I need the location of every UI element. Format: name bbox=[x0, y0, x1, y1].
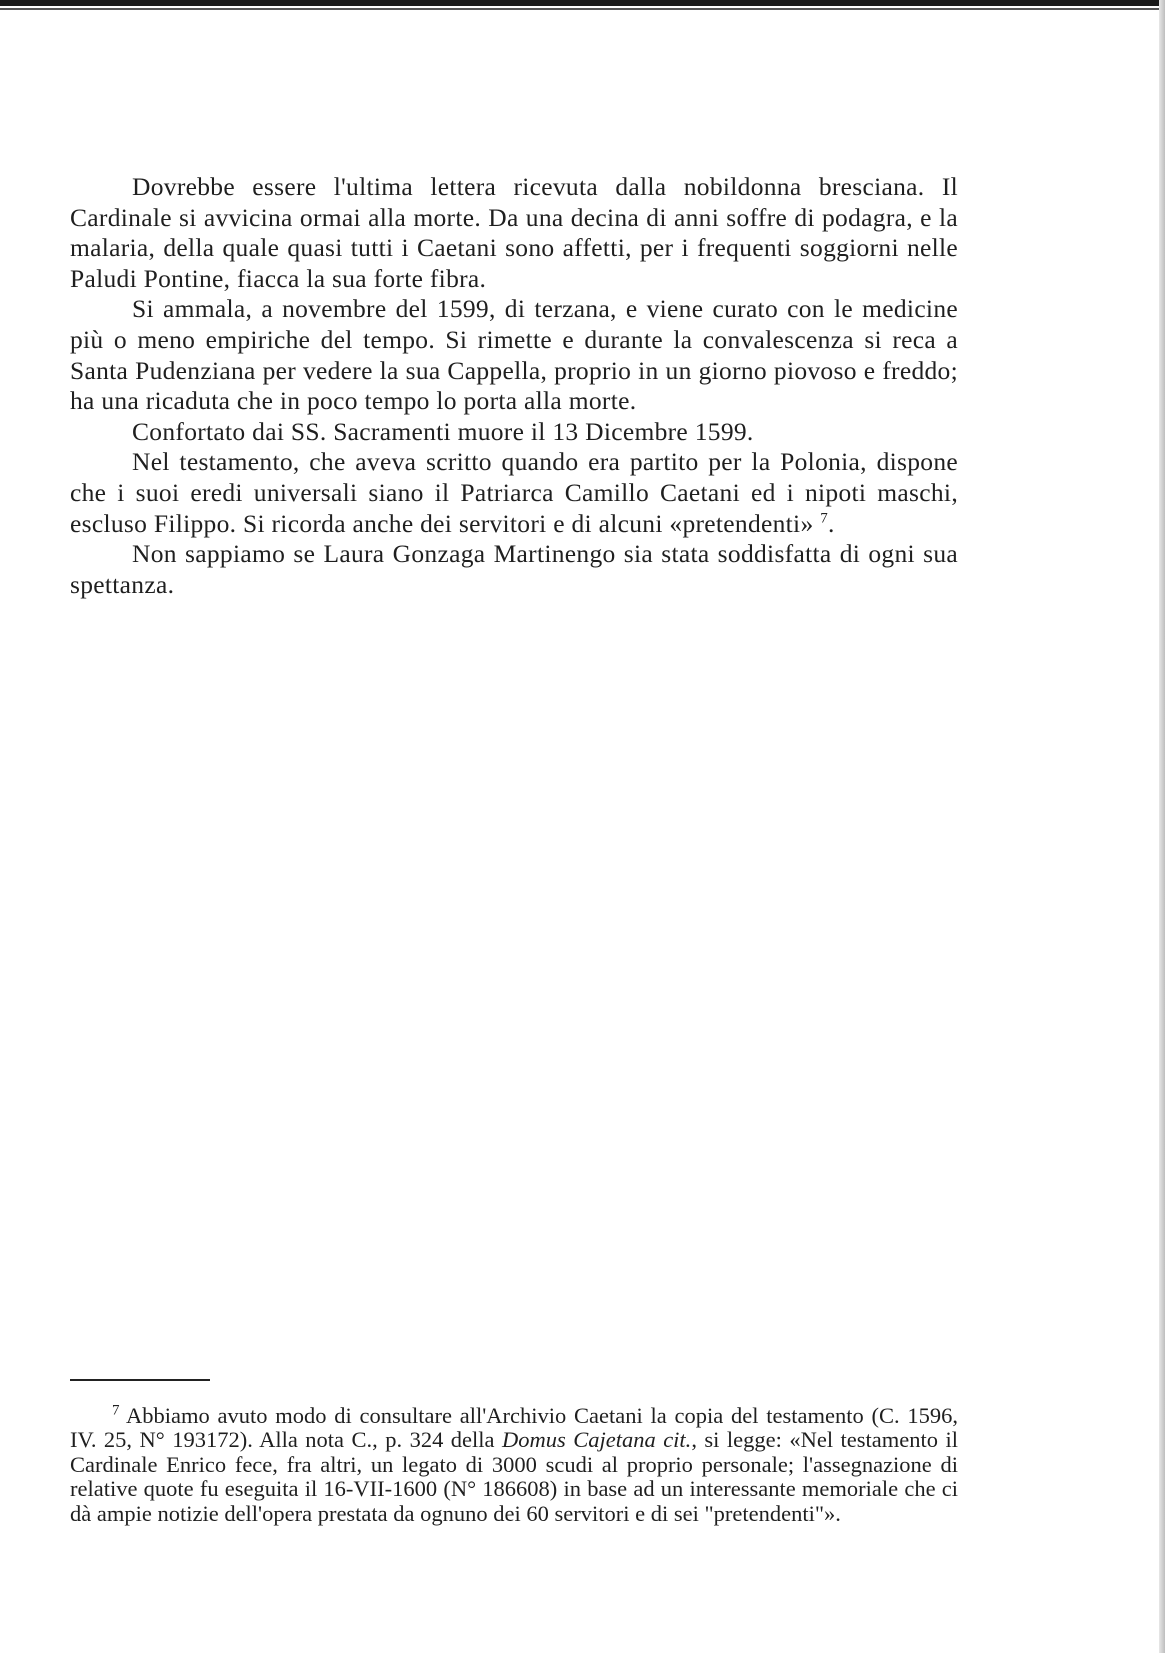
footnote-text-2: , si legge: «Nel testamento il Cardinale Enrico fece, fra altri, un legato di 3000 scudi al proprio personale; l'assegnazione di relative quote fu eseguita il 16-VII-1600 (N° 186608) in base ad un interessante memoriale che ci dà ampie notizie dell'opera prestata da ognuno dei 60 servitori e di sei "pretendenti"». bbox=[70, 1427, 958, 1526]
footnote-separator bbox=[70, 1379, 210, 1381]
footnote bbox=[70, 1404, 958, 1526]
page-right-edge bbox=[1159, 0, 1165, 1653]
paragraph-5: Non sappiamo se Laura Gonzaga Martinengo sia stata soddisfatta di ogni sua spettanza. bbox=[70, 539, 958, 599]
top-border-rule bbox=[0, 0, 1165, 6]
footnote-paragraph bbox=[70, 1404, 958, 1526]
footnote-marker: 7 bbox=[112, 1402, 120, 1419]
paragraph-3: Confortato dai SS. Sacramenti muore il 13 Dicembre 1599. bbox=[132, 416, 754, 446]
footnote-reference: 7 bbox=[820, 510, 828, 527]
footnote-title-italic: Domus Cajetana cit. bbox=[502, 1427, 692, 1453]
paragraph-4 bbox=[70, 447, 958, 539]
top-border-thin-rule bbox=[0, 8, 1165, 10]
paragraph-4-period: . bbox=[828, 508, 835, 538]
main-text bbox=[70, 172, 958, 600]
paragraph-2: Si ammala, a novembre del 1599, di terzana, e viene curato con le medicine più o meno empiriche del tempo. Si rimette e durante la convalescenza si reca a Santa Pudenziana per vedere la sua Cappella, proprio in un giorno piovoso e freddo; ha una ricaduta che in poco tempo lo porta alla morte. bbox=[70, 294, 958, 416]
footnote-text-1: Abbiamo avuto modo di consultare all'Archivio Caetani la copia del testamento (C. 1596, IV. 25, N° 193172). Alla nota C., p. 324 della bbox=[70, 1403, 958, 1453]
paragraph-4-text: Nel testamento, che aveva scritto quando era partito per la Polonia, dispone che i suoi eredi universali siano il Patriarca Camillo Caetani ed i nipoti maschi, escluso Filippo. Si ricorda anche dei servitori e di alcuni «pretendenti» bbox=[70, 447, 958, 538]
paragraph-1: Dovrebbe essere l'ultima lettera ricevuta dalla nobildonna bresciana. Il Cardinale si avvicina ormai alla morte. Da una decina di anni soffre di podagra, e la malaria, della quale quasi tutti i Caetani sono affetti, per i frequenti soggiorni nelle Paludi Pontine, fiacca la sua forte fibra. bbox=[70, 172, 958, 293]
